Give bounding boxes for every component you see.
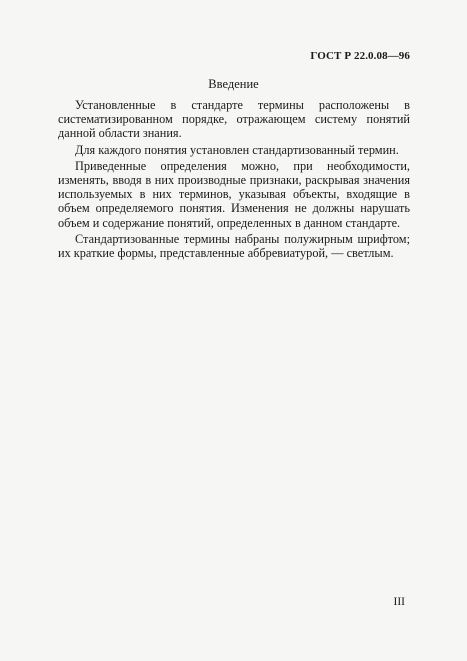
- section-title: Введение: [208, 77, 259, 91]
- body-text: [58, 98, 410, 262]
- page-number: III: [393, 596, 405, 608]
- document-code: ГОСТ Р 22.0.08—96: [310, 50, 410, 62]
- paragraph: Приведенные определения можно, при необходимости, изменять, вводя в них производные признаки, раскрывая значения используемых в них терминов, указывая объекты, входящие в объем определяемого понятия. Изменения не должны нарушать объем и содержание понятий, определенных в данном стандарте.: [58, 158, 410, 230]
- paragraph: Для каждого понятия установлен стандартизованный термин.: [75, 142, 399, 157]
- paragraph: Установленные в стандарте термины расположены в систематизированном порядке, отражающем систему понятий данной области знания.: [58, 98, 410, 141]
- paragraph: Стандартизованные термины набраны полужирным шрифтом; их краткие формы, представленные аббревиатурой, — светлым.: [58, 231, 410, 261]
